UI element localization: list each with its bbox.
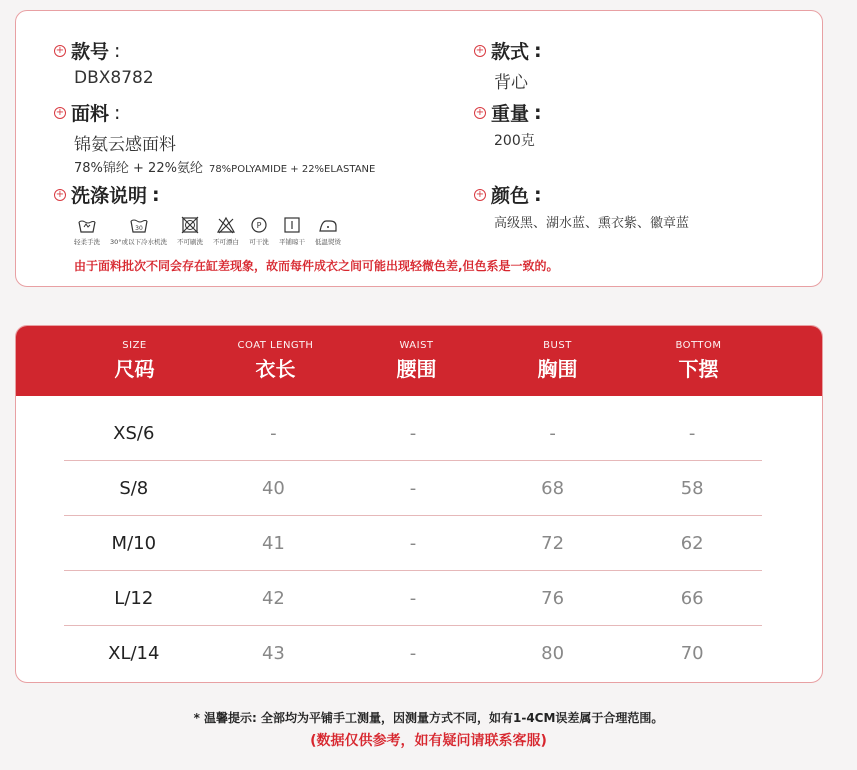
style-value: 背心 (494, 73, 528, 93)
cell-coat-length: 43 (261, 642, 285, 664)
care-hand-wash (74, 216, 100, 246)
cell-waist: - (409, 422, 417, 444)
care-flat-dry (279, 216, 305, 246)
table-row (64, 571, 762, 626)
header-waist (346, 340, 487, 382)
care-label: 不可漂白 (213, 238, 240, 246)
cell-waist: - (409, 642, 417, 664)
style-no-field (54, 37, 154, 88)
colon: : (534, 101, 542, 124)
plus-circle-icon: + (55, 44, 65, 56)
cell-coat-length: 41 (261, 532, 285, 554)
style-no-label: 款号 (71, 41, 110, 63)
cell-coat-length: 42 (261, 587, 285, 609)
composition-en: 78%POLYAMIDE + 22%ELASTANE (208, 164, 376, 175)
header-cn: 尺码 (114, 357, 155, 381)
cell-bust: 72 (541, 532, 565, 554)
care-label: 可干洗 (249, 238, 269, 246)
header-coat-length (205, 340, 346, 382)
care-label: 30°或以下冷水机洗 (110, 238, 168, 246)
dry-clean-p-icon (249, 216, 269, 234)
cell-bottom: 66 (680, 587, 704, 609)
header-en: BUST (543, 340, 572, 351)
colon: : (534, 183, 542, 206)
plus-circle-icon: + (475, 188, 485, 200)
fabric-field (54, 99, 375, 176)
weight-value: 200克 (494, 133, 535, 149)
color-label: 颜色 (491, 185, 530, 207)
plus-circle-icon: + (55, 188, 65, 200)
style-label: 款式 (491, 41, 530, 63)
table-row (64, 406, 762, 461)
care-label: 轻柔手洗 (74, 238, 100, 246)
care-dry-clean (249, 216, 269, 246)
hand-wash-icon (77, 216, 97, 234)
care-low-iron (315, 216, 341, 246)
header-en: SIZE (122, 340, 147, 351)
header-cn: 胸围 (537, 357, 578, 381)
color-value: 高级黑、湖水蓝、熏衣紫、徽章蓝 (494, 216, 690, 231)
size-table-header (16, 326, 822, 396)
colon: : (114, 101, 121, 124)
measurement-tip: * 温馨提示: 全部均为平铺手工测量，因测量方式不同，如有1-4CM误差属于合理范围。 (193, 711, 664, 725)
header-en: WAIST (399, 340, 434, 351)
product-info-card (15, 10, 823, 287)
cell-size: S/8 (119, 477, 149, 499)
fabric-label: 面料 (71, 103, 110, 125)
style-field (474, 37, 542, 93)
cell-size: XS/6 (113, 422, 155, 444)
size-table-card (15, 325, 823, 683)
style-no-value: DBX8782 (74, 68, 154, 88)
no-tumble-dry-icon (180, 216, 200, 234)
cell-size: L/12 (114, 587, 154, 609)
colon: : (534, 39, 542, 62)
color-field (474, 181, 689, 231)
table-row (64, 461, 762, 516)
washing-field (54, 181, 341, 246)
weight-label: 重量 (491, 103, 530, 125)
cell-bust: - (549, 422, 556, 444)
size-table-body (16, 396, 822, 680)
header-bust (487, 340, 628, 382)
reference-disclaimer: (数据仅供参考，如有疑问请联系客服) (310, 733, 547, 749)
colon: : (114, 39, 121, 62)
svg-text:30: 30 (134, 225, 143, 232)
cell-size: XL/14 (108, 642, 160, 664)
header-size (64, 340, 205, 382)
plus-circle-icon: + (475, 106, 485, 118)
care-label: 不可刷洗 (177, 238, 204, 246)
cell-bottom: 58 (680, 477, 704, 499)
care-label: 低温熨烫 (315, 238, 342, 246)
colon: : (152, 183, 160, 206)
cell-bottom: 62 (680, 532, 704, 554)
plus-circle-icon: + (475, 44, 485, 56)
header-en: COAT LENGTH (237, 340, 314, 351)
cell-bust: 76 (541, 587, 565, 609)
cell-waist: - (409, 477, 417, 499)
care-machine-wash (110, 216, 167, 246)
flat-dry-icon (282, 216, 302, 234)
weight-field (474, 99, 542, 150)
cell-size: M/10 (111, 532, 157, 554)
plus-circle-icon: + (55, 106, 65, 118)
color-difference-notice: 由于面料批次不同会存在缸差现象，故而每件成衣之间可能出现轻微色差,但色系是一致的。 (74, 259, 559, 273)
fabric-value: 锦氨云感面料 (74, 135, 176, 155)
fabric-composition (74, 157, 375, 176)
svg-text:P: P (256, 221, 262, 230)
cell-waist: - (409, 587, 417, 609)
cell-bottom: - (688, 422, 696, 444)
table-row (64, 516, 762, 571)
cell-bust: 68 (541, 477, 565, 499)
no-bleach-icon (216, 216, 236, 234)
header-en: BOTTOM (675, 340, 722, 351)
cell-coat-length: 40 (261, 477, 285, 499)
care-no-tumble (177, 216, 203, 246)
header-cn: 衣长 (255, 357, 296, 381)
cell-coat-length: - (270, 422, 277, 444)
low-iron-icon (318, 216, 338, 234)
washing-label: 洗涤说明 (71, 185, 148, 207)
table-row (64, 626, 762, 680)
header-cn: 腰围 (396, 357, 437, 381)
composition-cn: 78%锦纶 + 22%氨纶 (74, 161, 203, 176)
cell-bust: 80 (541, 642, 565, 664)
care-label: 平铺晾干 (279, 238, 306, 246)
cell-bottom: 70 (680, 642, 704, 664)
machine-wash-30-icon (129, 216, 149, 234)
header-bottom (628, 340, 769, 382)
care-icons (74, 216, 341, 246)
header-cn: 下摆 (678, 357, 719, 381)
care-no-bleach (213, 216, 239, 246)
cell-waist: - (409, 532, 417, 554)
